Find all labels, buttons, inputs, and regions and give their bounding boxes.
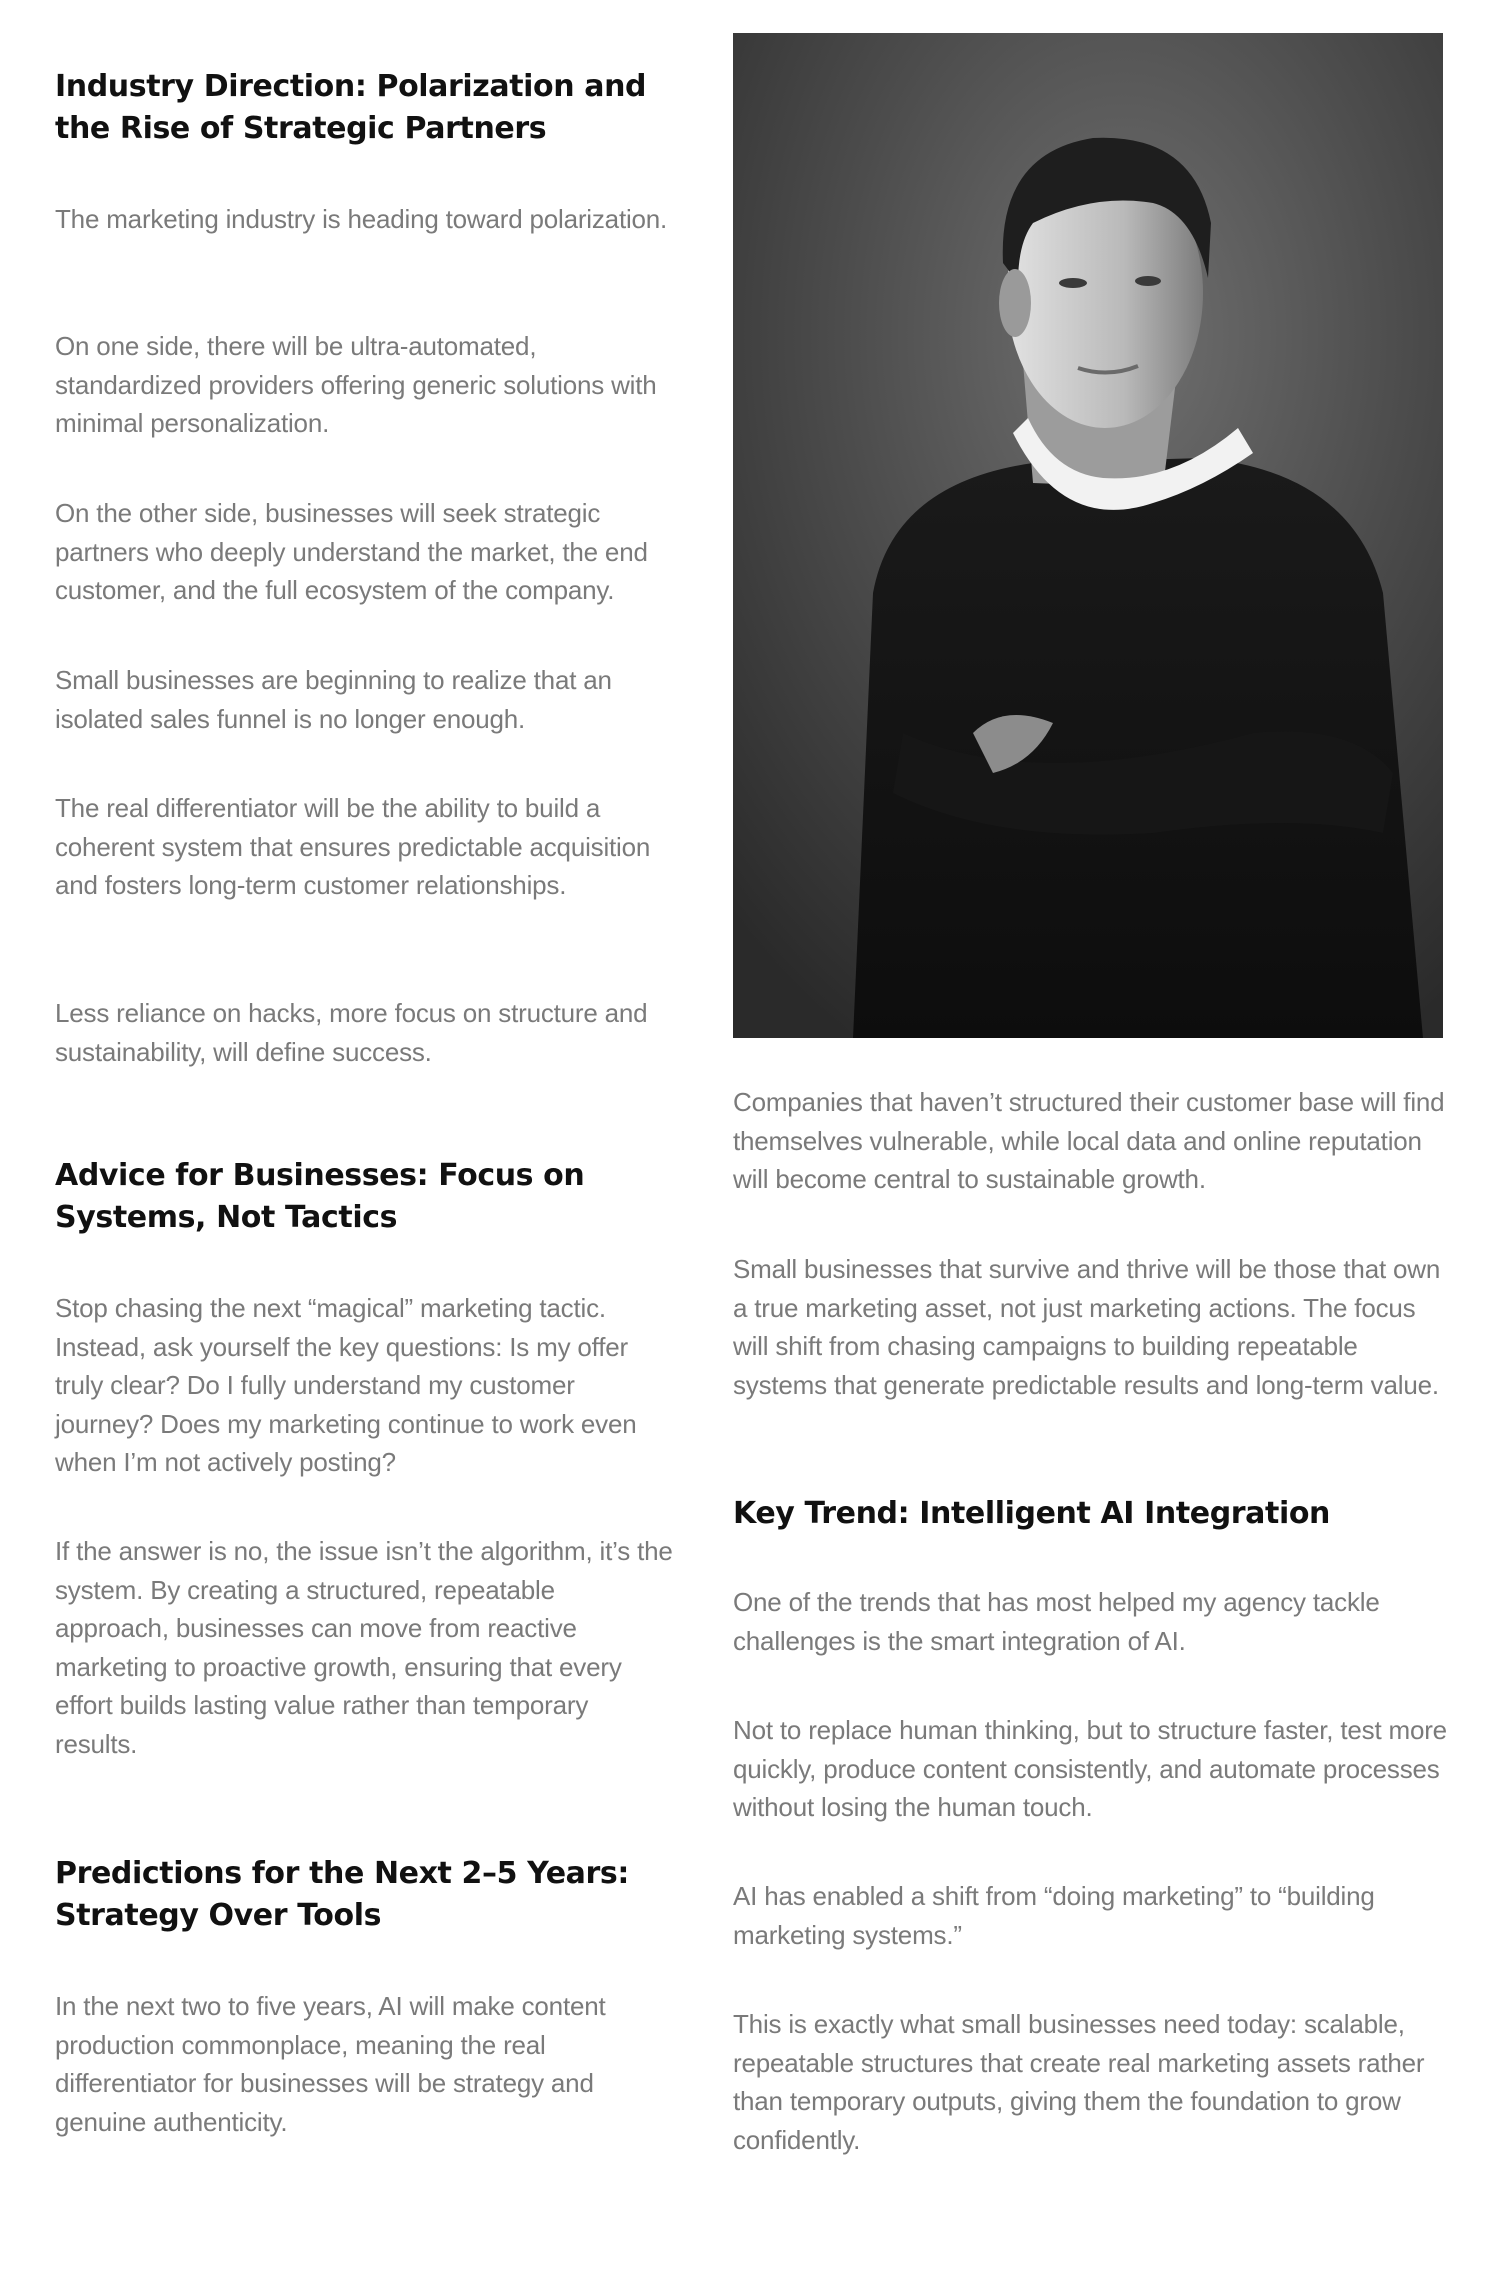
paragraph: On the other side, businesses will seek strategic partners who deeply understand the market, the end customer, and the full ecosystem of the company. (55, 498, 648, 605)
paragraph: Less reliance on hacks, more focus on structure and sustainability, will define success. (55, 998, 648, 1067)
paragraph: In the next two to five years, AI will make content production commonplace, meaning the real differentiator for businesses will be strategy and genuine authenticity. (55, 1991, 606, 2137)
paragraph: If the answer is no, the issue isn’t the algorithm, it’s the system. By creating a structured, repeatable approach, businesses can move from reactive marketing to proactive growth, ensuring that every effort builds lasting value rather than temporary results. (55, 1536, 673, 1759)
portrait-photo-icon (733, 33, 1443, 1038)
section-heading-advice: Advice for Businesses: Focus on Systems, Not Tactics (55, 1158, 585, 1235)
paragraph: The marketing industry is heading toward polarization. (55, 204, 668, 234)
paragraph: Not to replace human thinking, but to structure faster, test more quickly, produce content consistently, and automate processes without losing the human touch. (733, 1715, 1447, 1822)
portrait-photo (733, 33, 1443, 1038)
paragraph: Stop chasing the next “magical” marketing tactic. Instead, ask yourself the key questions: Is my offer truly clear? Do I fully understand my customer journey? Does my marketing continue to work even when I’m not actively posting? (55, 1293, 637, 1477)
paragraph: On one side, there will be ultra-automated, standardized providers offering generic solutions with minimal personalization. (55, 331, 657, 438)
section-heading-industry-direction: Industry Direction: Polarization and the Rise of Strategic Partners (55, 69, 647, 146)
paragraph: One of the trends that has most helped my agency tackle challenges is the smart integration of AI. (733, 1587, 1380, 1656)
section-heading-predictions: Predictions for the Next 2–5 Years: Strategy Over Tools (55, 1856, 629, 1933)
paragraph: Small businesses are beginning to realize that an isolated sales funnel is no longer enough. (55, 665, 612, 734)
paragraph: Companies that haven’t structured their customer base will find themselves vulnerable, while local data and online reputation will become central to sustainable growth. (733, 1087, 1445, 1194)
paragraph: AI has enabled a shift from “doing marketing” to “building marketing systems.” (733, 1881, 1375, 1950)
paragraph: This is exactly what small businesses need today: scalable, repeatable structures that create real marketing assets rather than temporary outputs, giving them the foundation to grow confidently. (733, 2009, 1425, 2155)
paragraph: Small businesses that survive and thrive will be those that own a true marketing asset, not just marketing actions. The focus will shift from chasing campaigns to building repeatable systems that generate predictable results and long-term value. (733, 1254, 1441, 1400)
paragraph: The real differentiator will be the ability to build a coherent system that ensures predictable acquisition and fosters long-term customer relationships. (55, 793, 651, 900)
section-heading-key-trend: Key Trend: Intelligent AI Integration (733, 1496, 1331, 1531)
